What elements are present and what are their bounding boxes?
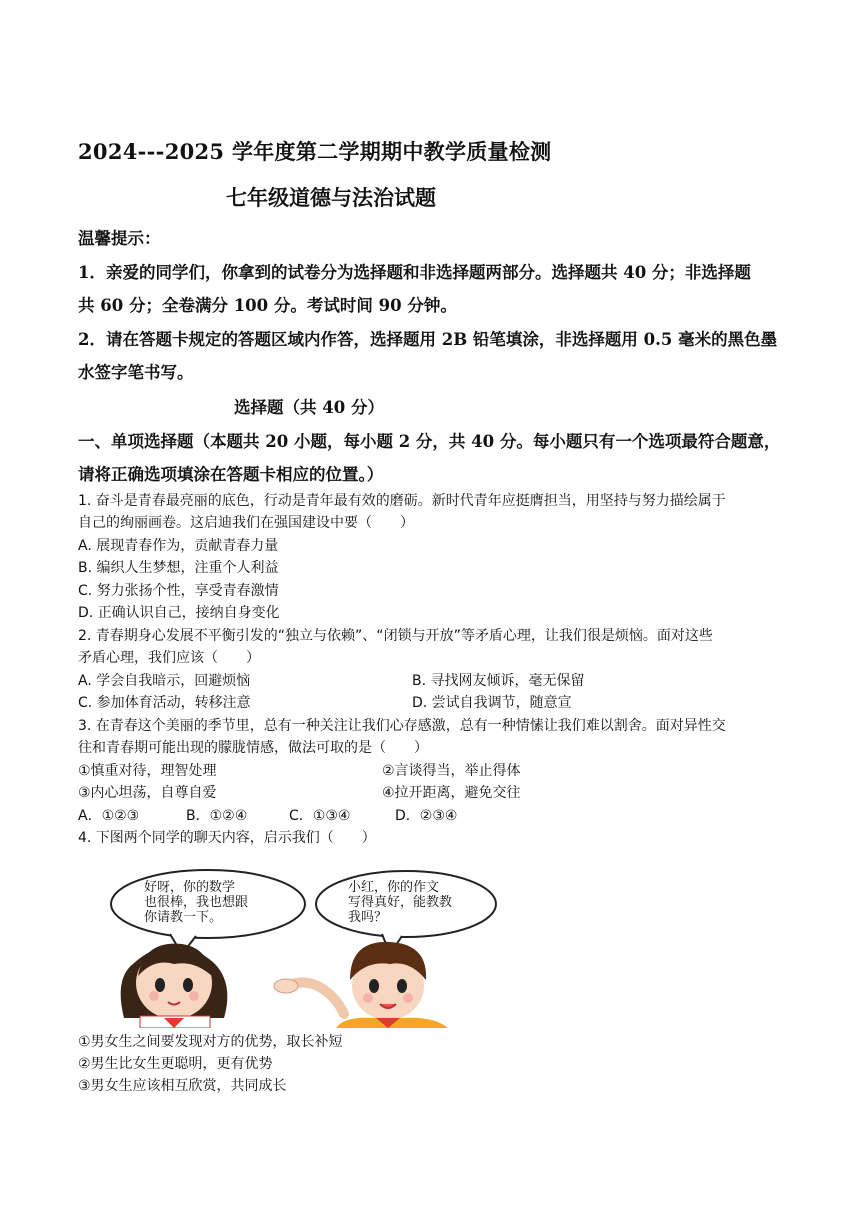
q3-item-3: ③内心坦荡，自尊自爱 [78,785,217,801]
exam-title: 2024---2025 学年度第二学期期中教学质量检测 [78,139,552,164]
q3-item-2: ②言谈得当，举止得体 [382,763,521,779]
q2-option-d: D. 尝试自我调节，随意宣 [412,695,572,711]
bubble-right-line-1: 小红，你的作文 [348,880,440,895]
q1-stem-a: 1. 奋斗是青春最亮丽的底色，行动是青年最有效的磨砺。新时代青年应挺膺担当，用坚持与努力描绘属于 [78,493,726,509]
q4-item-2: ②男生比女生更聪明，更有优势 [78,1056,273,1072]
notice-line-1a: 1．亲爱的同学们，你拿到的试卷分为选择题和非选择题两部分。选择题共 40 分；非选择题 [78,263,751,282]
q2-stem-a: 2. 青春期身心发展不平衡引发的“独立与依赖”、“闭锁与开放”等矛盾心理，让我们很是烦恼。面对这些 [78,628,713,644]
q3-stem-b: 往和青春期可能出现的朦胧情感，做法可取的是（ ） [78,740,428,756]
exam-subtitle: 七年级道德与法治试题 [226,185,436,210]
section-label: 选择题（共 40 分） [234,398,384,417]
q3-item-4: ④拉开距离，避免交往 [382,785,521,801]
q4-item-3: ③男女生应该相互欣赏，共同成长 [78,1078,287,1094]
q2-option-c: C. 参加体育活动，转移注意 [78,695,251,711]
q2-stem-b: 矛盾心理，我们应该（ ） [78,650,260,666]
q3-choice-a: A．①②③ [78,808,140,824]
q1-option-c: C. 努力张扬个性，享受青春激情 [78,583,279,599]
q3-item-1: ①慎重对待，理智处理 [78,763,217,779]
q2-option-a: A. 学会自我暗示，回避烦恼 [78,673,251,689]
section-intro-b: 请将正确选项填涂在答题卡相应的位置。） [78,465,384,484]
q3-choice-b: B．①②④ [186,808,248,824]
bubble-left-text [144,880,248,925]
notice-line-2a: 2．请在答题卡规定的答题区域内作答，选择题用 2B 铅笔填涂，非选择题用 0.5 毫米的黑色墨 [78,330,778,349]
q4-stem: 4. 下图两个同学的聊天内容，启示我们（ ） [78,830,376,846]
bubble-left-line-1: 好呀，你的数学 [144,880,236,895]
girl-figure [121,944,228,1028]
q1-option-a: A. 展现青春作为，贡献青春力量 [78,538,279,554]
q2-option-b: B. 寻找网友倾诉，毫无保留 [412,673,585,689]
bubble-left-line-2: 也很棒，我也想跟 [144,895,249,910]
q3-stem-a: 3. 在青春这个美丽的季节里，总有一种关注让我们心存感激，总有一种情愫让我们难以割舍。面对异性交 [78,718,726,734]
notice-line-1b: 共 60 分；全卷满分 100 分。考试时间 90 分钟。 [78,296,457,315]
q1-option-d: D. 正确认识自己，接纳自身变化 [78,605,280,621]
q3-choice-d: D．②③④ [395,808,458,824]
bubble-right-line-3: 我吗？ [348,910,388,925]
q3-choice-c: C．①③④ [289,808,351,824]
chat-cartoon [104,868,498,1028]
q1-stem-b: 自己的绚丽画卷。这启迪我们在强国建设中要（ ） [78,515,414,531]
notice-line-2b: 水签字笔书写。 [78,363,194,382]
bubble-right-text [348,880,452,925]
section-intro-a: 一、单项选择题（本题共 20 小题，每小题 2 分，共 40 分。每小题只有一个选项最符合题意， [78,432,781,451]
q1-option-b: B. 编织人生梦想，注重个人利益 [78,560,279,576]
bubble-left-line-3: 你请教一下。 [144,910,223,925]
q4-item-1: ①男女生之间要发现对方的优势，取长补短 [78,1034,343,1050]
boy-figure [274,942,448,1028]
notice-heading: 温馨提示： [78,229,161,248]
bubble-right-line-2: 写得真好，能教教 [348,895,453,910]
